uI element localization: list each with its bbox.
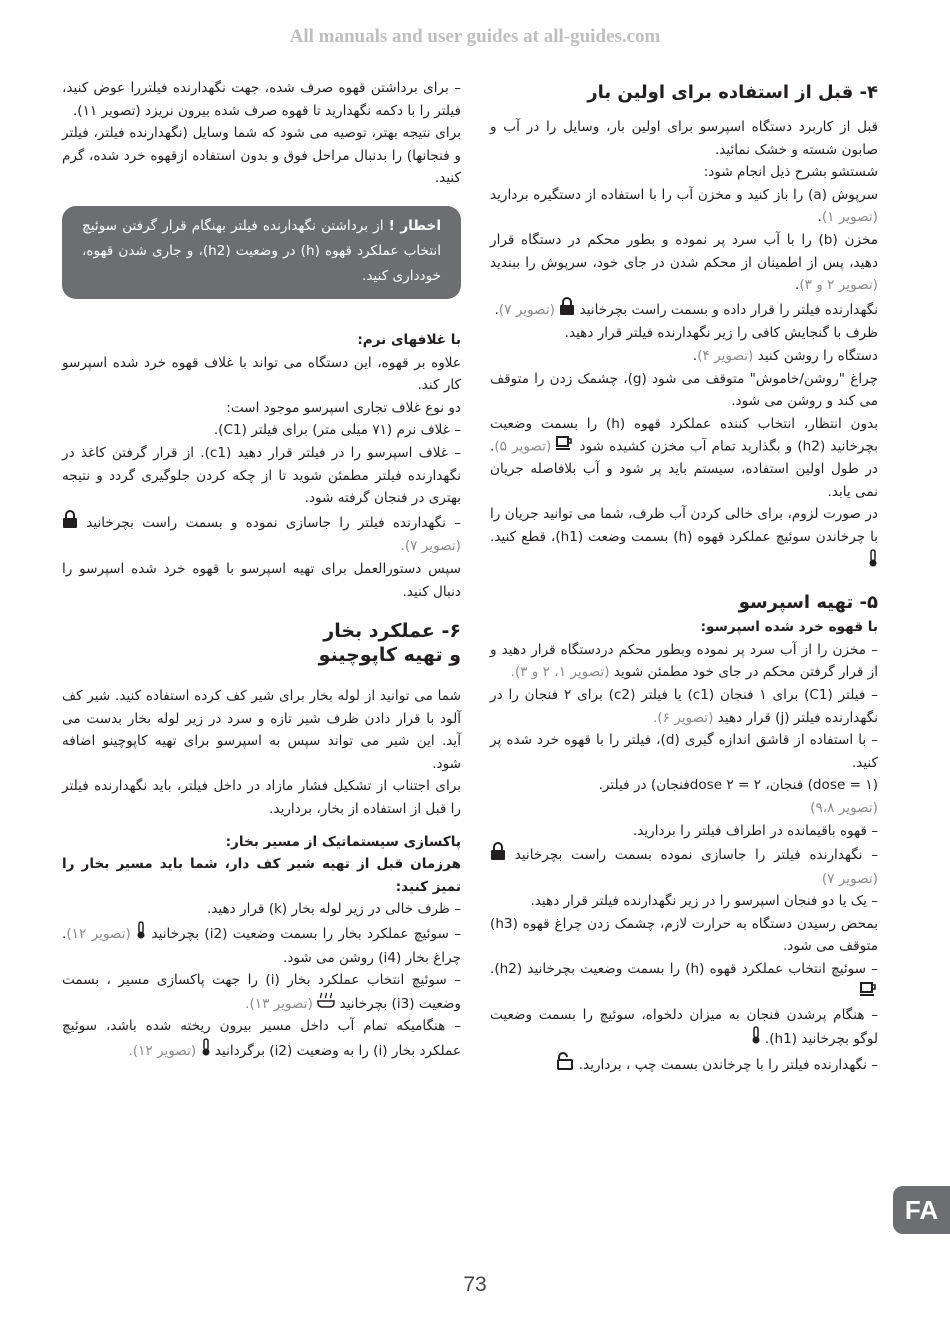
figure-ref: (تصویر ۲ و ۳): [799, 277, 878, 294]
paragraph: – برای برداشتن قهوه صرف شده، جهت نگهدارنده فیلتررا عوض کنید، فیلتر را با دکمه نگهدارید تا قهوه صرف شده بیرون نریزد (تصویر ۱۱).: [62, 80, 461, 119]
steam-icon: [317, 992, 335, 1016]
text: – نگهدارنده فیلتر را با چرخاندن بسمت چپ ، بردارید.: [578, 1056, 878, 1073]
text: – فیلتر (C1) برای ۱ فنجان (c1) یا فیلتر (c2) برای ۲ فنجان را در نگهدارنده فیلتر (j) قرار دهید: [490, 686, 878, 726]
cup-icon: [556, 435, 574, 458]
paragraph: مخزن (b) را با آب سرد پر نموده و بطور محکم در دستگاه قرار دهید، پس از اطمینان از محکم شدن در جای خود، سرپوش را ببندید (تصویر ۲ و ۳).: [490, 231, 878, 294]
section-6-heading-line2: و تهیه کاپوچینو: [318, 644, 461, 667]
lock-closed-icon: [490, 842, 506, 868]
paragraph: سپس دستورالعمل برای تهیه اسپرسو با قهوه خرد شده اسپرسو را دنبال کنید.: [62, 560, 461, 600]
lock-open-icon: [556, 1052, 574, 1078]
warning-text: از برداشتن نگهدارنده فیلتر بهنگام قرار گرفتن سوئیچ انتخاب عملکرد قهوه (h) در وضعیت (h2)، و جاری شدن قهوه، خودداری کنید.: [82, 217, 441, 284]
paragraph: دستگاه را روشن کنید (تصویر ۴).: [692, 347, 878, 364]
paragraph: بمحض رسیدن دستگاه به حرارت لازم، چشمک زدن چراغ قهوه (h3) متوقف می شود.: [490, 915, 878, 955]
right-column: [490, 80, 878, 1077]
figure-ref: (تصویر ۶).: [652, 709, 714, 726]
text: مخزن (b) را با آب سرد پر نموده و بطور محکم در دستگاه قرار دهید، پس از اطمینان از محکم شدن در جای خود، سرپوش را ببندید: [490, 231, 878, 271]
list-item: [490, 842, 878, 890]
figure-ref: (تصویر ۱): [821, 209, 878, 226]
cup-icon: [860, 981, 878, 1004]
figure-ref: (تصویر ۱۲): [66, 925, 131, 942]
list-item: – ظرف خالی در زیر لوله بخار (k) قرار دهید.: [206, 901, 461, 918]
figure-ref: (تصویر ۷).: [400, 538, 461, 555]
paragraph: برای نتیجه بهتر، توصیه می شود که شما وسایل (نگهدارنده فیلتر، فیلتر و فنجانها) را بدنبال مراحل فوق و بدون استفاده ازقهوه خرد شده، گرم کنید.: [62, 125, 461, 187]
paragraph: دو نوع غلاف تجاری اسپرسو موجود است:: [226, 399, 461, 416]
thermometer-icon: [201, 1038, 211, 1064]
subheading: با قهوه خرد شده اسپرسو:: [700, 619, 878, 636]
paragraph: برای اجتناب از تشکیل فشار مازاد در داخل فیلتر، باید نگهدارنده فیلتر را قبل از استفاده از بخار، بردارید.: [62, 778, 461, 818]
paragraph: شستشو بشرح ذیل انجام شود:: [703, 164, 878, 181]
text: – هنگام پرشدن فنجان به میزان دلخواه، سوئیچ را بسمت وضعیت لوگو بچرخانید (h1).: [490, 1006, 878, 1047]
figure-ref: (تصویر ۹،۸): [810, 799, 878, 816]
paragraph: سرپوش (a) را باز کنید و مخزن آب را با استفاده از دستگیره بردارید (تصویر ۱).: [490, 186, 878, 226]
figure-ref: (تصویر ۱۳).: [245, 995, 313, 1012]
list-item: (۱ = dose) فنجان، ۲ = dose ۲فنجان) در فیلتر.: [598, 777, 878, 794]
list-item: – غلاف نرم (۷۱ میلی متر) برای فیلتر (C1).: [213, 422, 461, 439]
figure-ref: (تصویر ۴): [697, 347, 754, 364]
text: – سوئیچ انتخاب عملکرد قهوه (h) را بسمت وضعیت بچرخانید (h2).: [490, 961, 878, 978]
left-column: [62, 77, 461, 1064]
text: – مخزن را از آب سرد پر نموده وبطور محکم دردستگاه قرار دهید و از قرار گرفتن محکم در جای خود مطمئن شوید: [490, 641, 878, 681]
watermark-text: All manuals and user guides at all-guides.com: [289, 26, 661, 47]
list-item: [490, 639, 878, 684]
list-item: [490, 958, 878, 1003]
figure-ref: (تصویر ۷): [498, 301, 555, 318]
lock-closed-icon: [559, 297, 575, 323]
subheading: پاکسازی سیستماتیک از مسیر بخار:: [225, 833, 461, 850]
paragraph: [490, 413, 878, 504]
list-item: [490, 684, 878, 729]
text: – سوئیچ عملکرد بخار را بسمت وضعیت (i2) بچرخانید: [151, 925, 462, 942]
text: – هنگامیکه تمام آب داخل مسیر بیرون ریخته شده باشد، سوئیچ عملکرد بخار (i) را به وضعیت (i2) برگردانید: [62, 1018, 461, 1059]
text: – نگهدارنده فیلتر را جاسازی نموده و بسمت راست بچرخانید: [86, 514, 461, 531]
thermometer-icon: [751, 1026, 761, 1052]
text: نگهدارنده فیلتر را قرار داده و بسمت راست بچرخانید: [579, 301, 878, 318]
paragraph: چراغ "روشن/خاموش" متوقف می شود (g)، چشمک زدن را متوقف می کند و روشن می شود.: [490, 370, 879, 410]
warning-box: [62, 206, 461, 299]
list-item: [490, 1052, 878, 1078]
text: بدون انتظار، انتخاب کننده عملکرد قهوه (h) را بسمت وضعیت بچرخانید (h2) و بگذارید تمام آب مخزن کشیده شود: [490, 415, 878, 455]
figure-ref: (تصویر ۱۲).: [128, 1042, 197, 1059]
list-item: [62, 1015, 461, 1063]
list-item: – یک یا دو فنجان اسپرسو را در زیر نگهدارنده فیلتر قرار دهید.: [530, 893, 878, 910]
paragraph: [490, 503, 878, 574]
text: – سوئیچ انتخاب عملکرد بخار (i) را جهت پاکسازی مسیر ، بسمت وضعیت (i3) بچرخانید: [62, 972, 462, 1012]
list-item: [62, 969, 461, 1015]
text: . در طول اولین استفاده، سیستم باید پر شود و آب بلافاصله جریان نمی یابد.: [490, 438, 878, 500]
list-item: [62, 921, 461, 969]
text: – نگهدارنده فیلتر را جاسازی نموده بسمت راست بچرخانید: [514, 846, 878, 863]
section-4-heading: ۴- قبل از استفاده برای اولین بار: [587, 82, 878, 103]
text: . چراغ بخار (i4) روشن می شود.: [62, 925, 461, 966]
section-6-heading-line1: ۶- عملکرد بخار: [323, 620, 461, 643]
language-tab-label: FA: [904, 1195, 939, 1225]
figure-ref: (تصویر ۵): [494, 438, 552, 455]
section-5-heading: ۵- تهیه اسپرسو: [738, 592, 878, 614]
list-item: – غلاف اسپرسو را در فیلتر قرار دهید (c1). از قرار گرفتن کاغذ در نگهدارنده فیلتر مطمئن شوید تا از چکه کردن جلوگیری گردد و نتیجه بهتری در فنجان گرفته شود.: [62, 444, 462, 507]
paragraph: نگهدارنده فیلتر را قرار داده و بسمت راست بچرخانید (تصویر ۷).: [490, 297, 878, 323]
paragraph: قبل از کاربرد دستگاه اسپرسو برای اولین بار، وسایل را در آب و صابون شسته و خشک نمائید.: [490, 119, 878, 158]
list-item: – قهوه باقیمانده در اطراف فیلتر را بردارید.: [632, 822, 878, 839]
lock-closed-icon: [62, 510, 78, 536]
list-item: [62, 510, 461, 558]
text: سرپوش (a) را باز کنید و مخزن آب را با استفاده از دستگیره بردارید: [490, 186, 878, 203]
text: دستگاه را روشن کنید: [757, 347, 878, 364]
list-item: – با استفاده از قاشق اندازه گیری (d)، فیلتر را با قهوه خرد شده پر کنید.: [490, 732, 878, 771]
warning-title: اخطار !: [388, 217, 441, 234]
thermometer-icon: [868, 549, 878, 575]
page-number: 73: [463, 1273, 487, 1296]
paragraph: علاوه بر قهوه، این دستگاه می تواند با غلاف قهوه خرد شده اسپرسو کار کند.: [62, 354, 461, 394]
paragraph: شما می توانید از لوله بخار برای شیر کف کرده استفاده کنید. شیر کف آلود با قرار دادن ظرف شیر تازه و سرد در زیر لوله بخار بدست می آید. این شیر می تواند سپس به اسپرسو برای تهیه کاپوچینو اضافه شود.: [62, 688, 461, 772]
text: در صورت لزوم، برای خالی کردن آب ظرف، شما می توانید جریان را با چرخاندن سوئیچ عملکرد قهوه (h) بسمت وضعت (h1)، قطع کنید.: [490, 506, 878, 545]
figure-ref: (تصویر ۱، ۲ و ۳).: [510, 664, 610, 681]
paragraph: ظرف با گنجایش کافی را زیر نگهدارنده فیلتر قرار دهید.: [564, 325, 878, 342]
thermometer-icon: [136, 921, 146, 947]
subheading: با غلافهای نرم:: [357, 331, 461, 348]
figure-ref: (تصویر ۷): [821, 870, 878, 887]
section-6-heading: [62, 619, 461, 667]
bold-paragraph: هرزمان قبل از تهیه شیر کف دار، شما باید مسیر بخار را تمیز کنید:: [62, 856, 461, 895]
list-item: [490, 1004, 878, 1052]
